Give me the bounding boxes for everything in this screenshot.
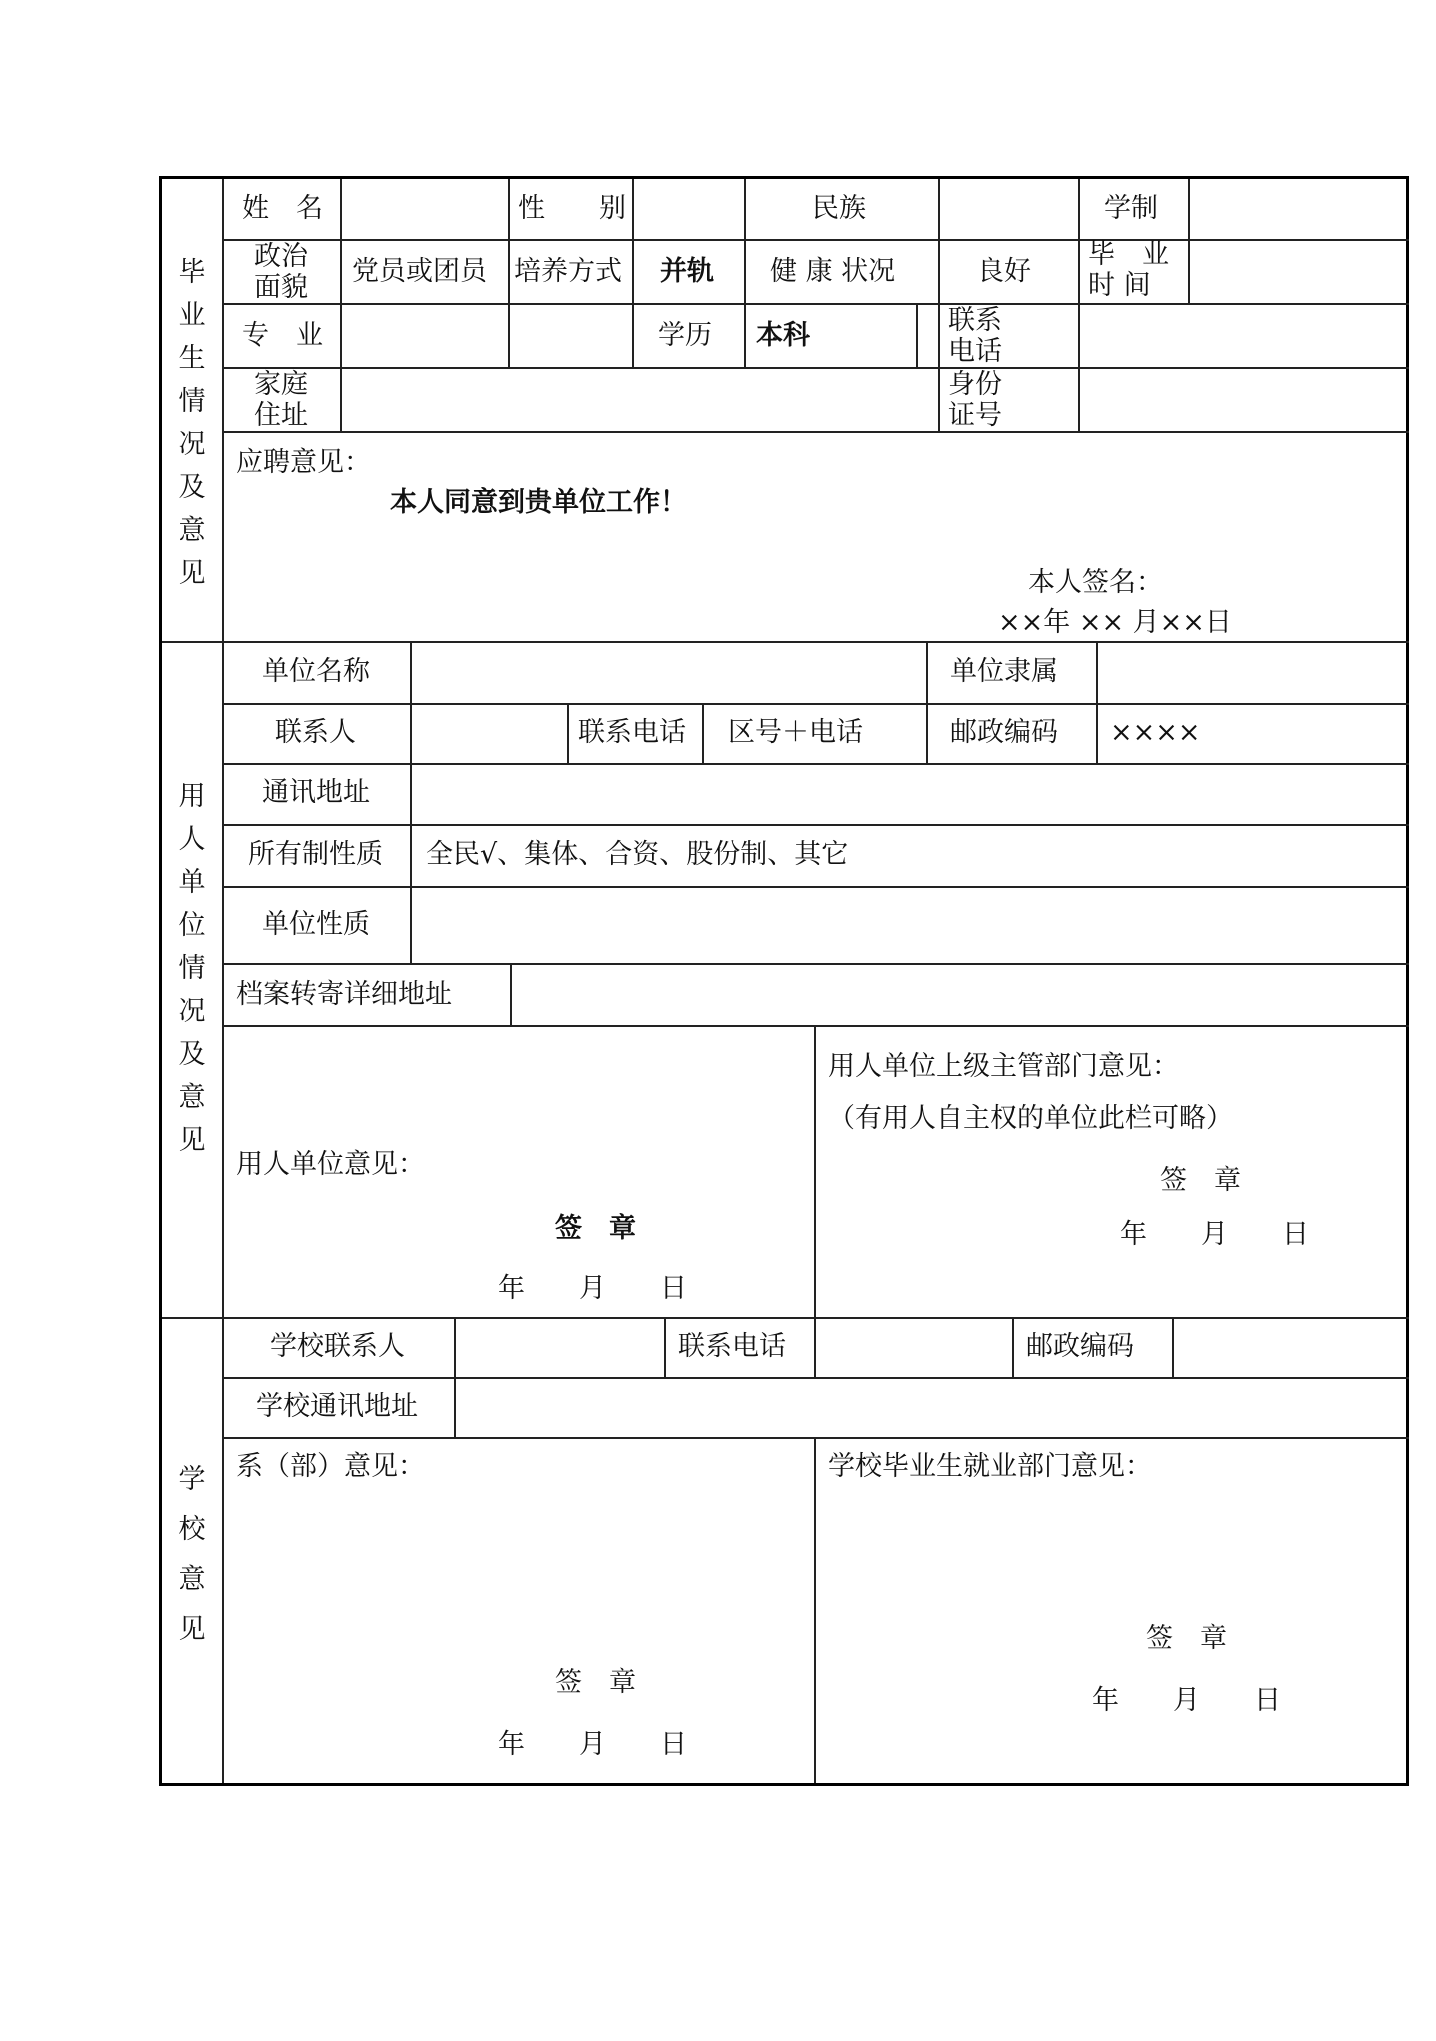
dept-seal: 签 章: [555, 1667, 636, 1698]
address-label: 家庭住址: [254, 369, 308, 431]
grad-time-label-2: 时 间: [1088, 270, 1151, 301]
school-address-label: 学校通讯地址: [256, 1391, 418, 1422]
political-value: 党员或团员: [352, 256, 487, 287]
superior-opinion-label: 用人单位上级主管部门意见：: [828, 1051, 1179, 1082]
signature-label: 本人签名：: [1028, 567, 1163, 598]
employment-dept-date: 年 月 日: [1092, 1685, 1281, 1716]
opinion-label: 应聘意见：: [236, 447, 371, 478]
employer-address-label: 通讯地址: [262, 777, 370, 808]
unit-date: 年 月 日: [498, 1273, 687, 1304]
employer-phone-label: 联系电话: [578, 717, 686, 748]
name-label: 姓 名: [242, 193, 323, 224]
ownership-value: 全民√、集体、合资、股份制、其它: [426, 839, 849, 870]
school-phone-label: 联系电话: [678, 1331, 786, 1362]
nature-label: 单位性质: [262, 909, 370, 940]
training-value: 并轨: [660, 256, 714, 287]
registration-form: [159, 176, 1409, 1786]
health-label: 健 康 状况: [770, 256, 896, 287]
schooling-label: 学制: [1104, 193, 1158, 224]
unit-name-label: 单位名称: [262, 656, 370, 687]
superior-date: 年 月 日: [1120, 1219, 1309, 1250]
ownership-label: 所有制性质: [248, 839, 383, 870]
school-contact-label: 学校联系人: [270, 1331, 405, 1362]
postcode-value: ××××: [1110, 717, 1201, 748]
employer-phone-value: 区号＋电话: [728, 717, 863, 748]
section-label-employer: 用人单位情况及意见: [178, 781, 206, 1156]
date-text: ××年 ×× 月××日: [998, 607, 1232, 638]
dept-opinion-label: 系（部）意见：: [236, 1451, 425, 1482]
training-label: 培养方式: [514, 256, 622, 287]
degree-label: 学历: [658, 320, 712, 351]
degree-value: 本科: [756, 320, 810, 351]
gender-label: 性 别: [518, 193, 626, 224]
ethnicity-label: 民族: [812, 193, 866, 224]
section-label-school: 学校意见: [178, 1464, 206, 1645]
unit-affiliation-label: 单位隶属: [950, 656, 1058, 687]
phone-label: 联系电话: [948, 305, 1002, 367]
archive-label: 档案转寄详细地址: [236, 979, 452, 1010]
contact-label: 联系人: [275, 717, 356, 748]
id-label: 身份证号: [948, 369, 1002, 431]
employment-dept-label: 学校毕业生就业部门意见：: [828, 1451, 1152, 1482]
section-label-graduate: 毕业生情况及意见: [178, 257, 206, 589]
major-label: 专 业: [242, 320, 323, 351]
employment-dept-seal: 签 章: [1146, 1623, 1227, 1654]
dept-date: 年 月 日: [498, 1729, 687, 1760]
political-label: 政治面貌: [254, 241, 308, 303]
opinion-text: 本人同意到贵单位工作！: [390, 487, 687, 518]
postcode-label: 邮政编码: [950, 717, 1058, 748]
school-postcode-label: 邮政编码: [1026, 1331, 1134, 1362]
unit-seal: 签 章: [555, 1213, 636, 1244]
health-value: 良好: [977, 256, 1031, 287]
grad-time-label-1: 毕 业: [1088, 239, 1169, 270]
superior-seal: 签 章: [1160, 1165, 1241, 1196]
superior-note: （有用人自主权的单位此栏可略）: [828, 1103, 1233, 1134]
unit-opinion-label: 用人单位意见：: [236, 1149, 425, 1180]
